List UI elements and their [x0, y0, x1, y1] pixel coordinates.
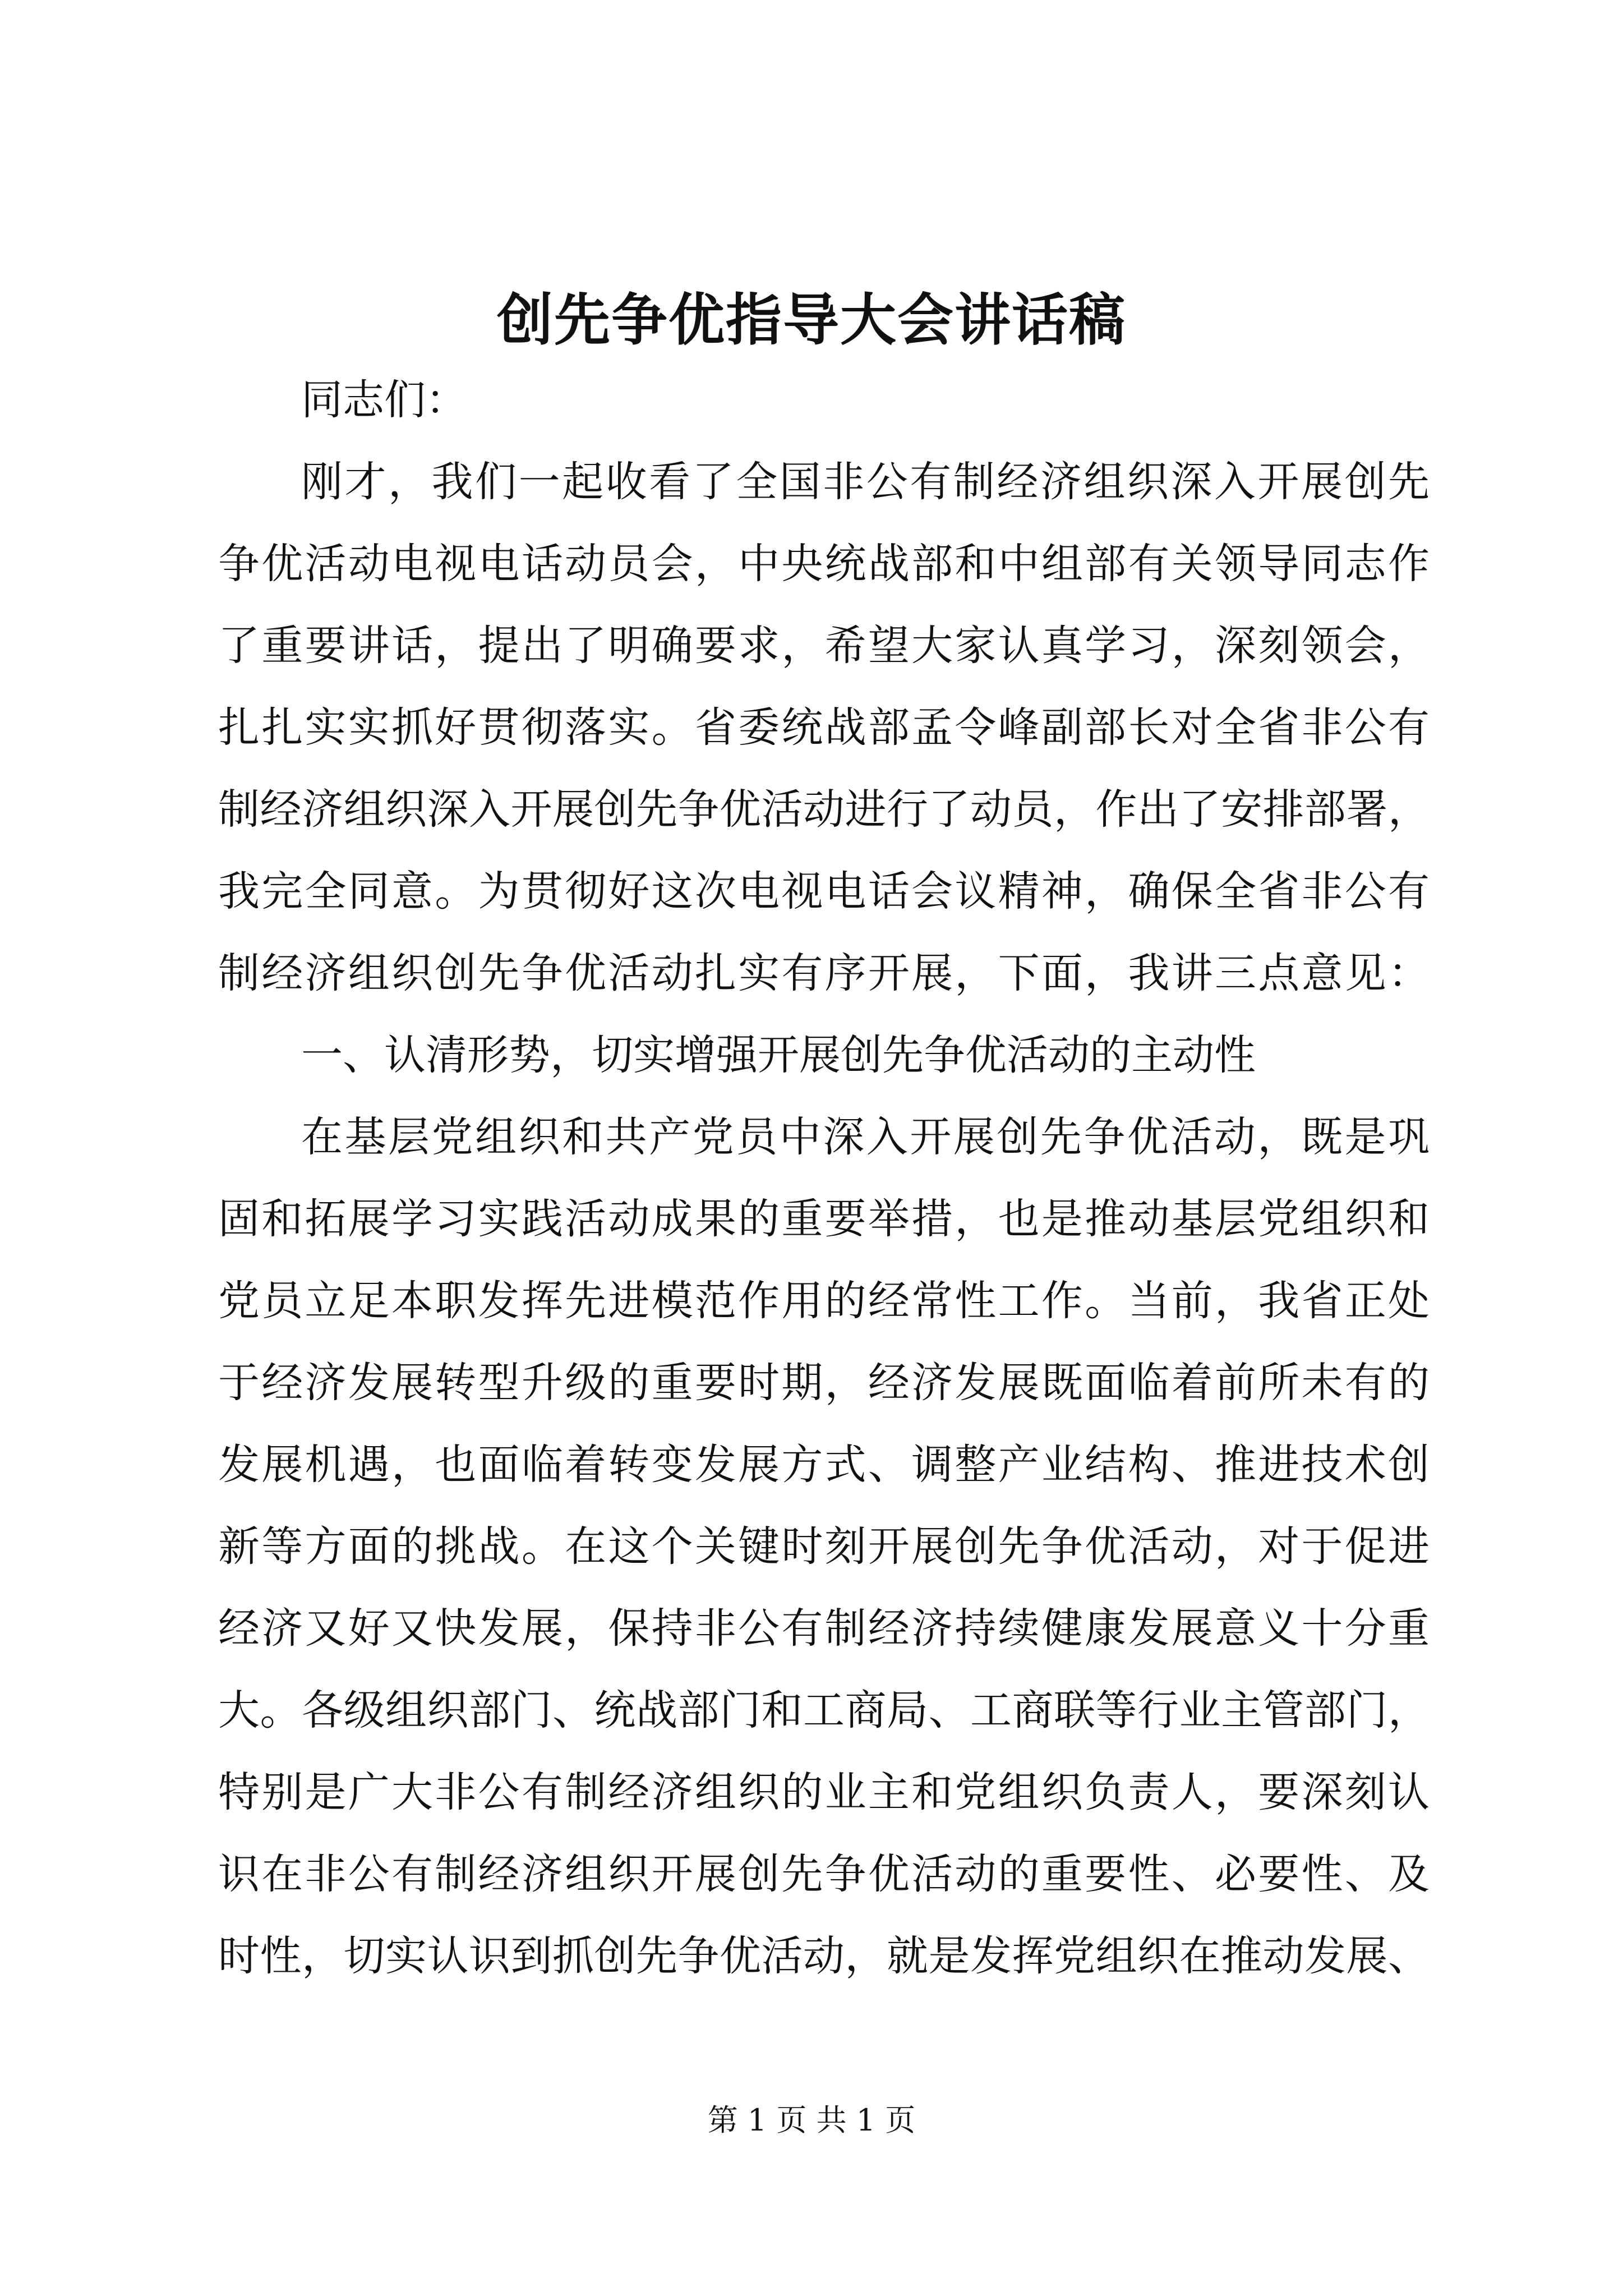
paragraph-line: 制经济组织深入开展创先争优活动进行了动员，作出了安排部署，	[218, 785, 1430, 834]
document-body	[218, 359, 1430, 1997]
paragraph-line: 制经济组织创先争优活动扎实有序开展，下面，我讲三点意见：	[218, 949, 1430, 997]
paragraph-line: 党员立足本职发挥先进模范作用的经常性工作。当前，我省正处	[218, 1277, 1430, 1325]
paragraph-line: 时性，切实认识到抓创先争优活动，就是发挥党组织在推动发展、	[218, 1932, 1430, 1980]
paragraph-line: 新等方面的挑战。在这个关键时刻开展创先争优活动，对于促进	[218, 1522, 1430, 1571]
paragraph-line: 经济又好又快发展，保持非公有制经济持续健康发展意义十分重	[218, 1604, 1430, 1653]
paragraph-line: 刚才，我们一起收看了全国非公有制经济组织深入开展创先	[301, 458, 1430, 506]
paragraph-line: 大。各级组织部门、统战部门和工商局、工商联等行业主管部门，	[218, 1686, 1430, 1734]
salutation: 同志们：	[301, 376, 467, 424]
paragraph-line: 扎扎实实抓好贯彻落实。省委统战部孟令峰副部长对全省非公有	[218, 703, 1430, 752]
page-footer: 第 1 页 共 1 页	[707, 2102, 916, 2138]
paragraph-line: 固和拓展学习实践活动成果的重要举措，也是推动基层党组织和	[218, 1195, 1430, 1243]
paragraph-line: 在基层党组织和共产党员中深入开展创先争优活动，既是巩	[301, 1113, 1430, 1161]
paragraph-line: 于经济发展转型升级的重要时期，经济发展既面临着前所未有的	[218, 1359, 1430, 1407]
paragraph-line: 识在非公有制经济组织开展创先争优活动的重要性、必要性、及	[218, 1850, 1430, 1898]
paragraph-line: 我完全同意。为贯彻好这次电视电话会议精神，确保全省非公有	[218, 867, 1430, 915]
paragraph-line: 特别是广大非公有制经济组织的业主和党组织负责人，要深刻认	[218, 1768, 1430, 1816]
paragraph-line: 争优活动电视电话动员会，中央统战部和中组部有关领导同志作	[218, 540, 1430, 588]
document-title: 创先争优指导大会讲话稿	[497, 287, 1126, 353]
section-heading: 一、认清形势，切实增强开展创先争优活动的主动性	[301, 1031, 1256, 1079]
paragraph-line: 了重要讲话，提出了明确要求，希望大家认真学习，深刻领会，	[218, 622, 1430, 670]
paragraph-line: 发展机遇，也面临着转变发展方式、调整产业结构、推进技术创	[218, 1441, 1430, 1489]
